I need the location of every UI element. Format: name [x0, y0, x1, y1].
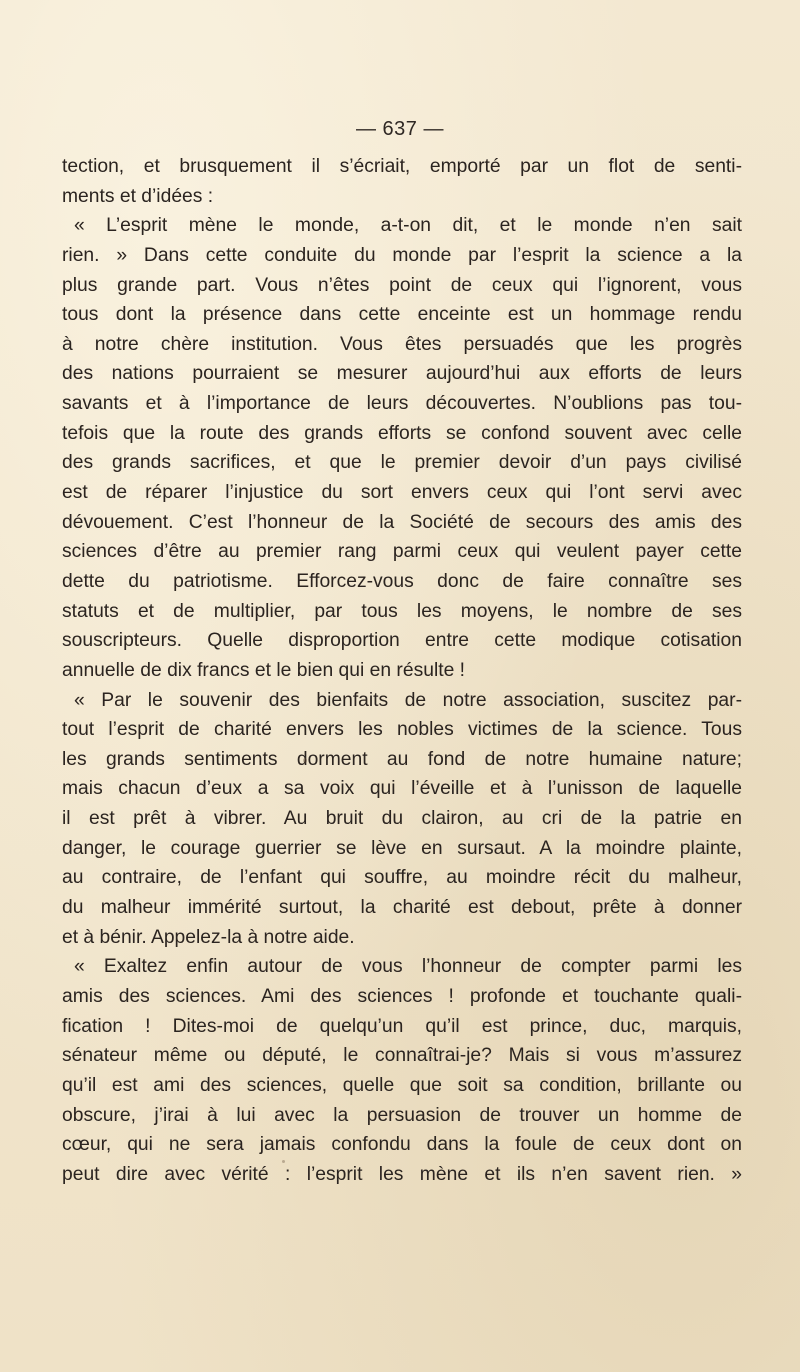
text-line: ments et d’idées : [62, 185, 214, 207]
text-line: « Par le souvenir des bienfaits de notre association, suscitez par- [74, 689, 742, 711]
text-line: dette du patriotisme. Efforcez-vous donc de faire connaître ses [62, 570, 742, 592]
text-line: statuts et de multiplier, par tous les moyens, le nombre de ses [62, 600, 742, 622]
text-line: des nations pourraient se mesurer aujourd’hui aux efforts de leurs [62, 363, 742, 385]
text-line: dévouement. C’est l’honneur de la Société de secours des amis des [62, 511, 742, 533]
text-line: qu’il est ami des sciences, quelle que soit sa condition, brillante ou [62, 1074, 742, 1096]
text-line: savants et à l’importance de leurs découvertes. N’oublions pas tou- [62, 393, 742, 415]
text-line: « L’esprit mène le monde, a-t-on dit, et le monde n’en sait [74, 215, 742, 237]
paper-speck [303, 758, 307, 763]
text-line: obscure, j’irai à lui avec la persuasion de trouver un homme de [62, 1104, 742, 1126]
text-line: peut dire avec vérité : l’esprit les mène et ils n’en savent rien. » [62, 1163, 742, 1185]
text-line: à notre chère institution. Vous êtes persuadés que les progrès [62, 333, 742, 355]
text-line: tout l’esprit de charité envers les nobles victimes de la science. Tous [62, 719, 742, 741]
text-line: cœur, qui ne sera jamais confondu dans la foule de ceux dont on [62, 1134, 742, 1156]
text-line: sénateur même ou député, le connaîtrai-je? Mais si vous m’assurez [62, 1045, 742, 1067]
text-line: et à bénir. Appelez-la à notre aide. [62, 926, 355, 948]
text-line: mais chacun d’eux a sa voix qui l’éveille et à l’unisson de laquelle [62, 778, 742, 800]
text-line: tous dont la présence dans cette enceinte est un hommage rendu [62, 304, 742, 326]
text-line: au contraire, de l’enfant qui souffre, au moindre récit du malheur, [62, 867, 742, 889]
text-line: sciences d’être au premier rang parmi ceux qui veulent payer cette [62, 541, 742, 563]
text-line: plus grande part. Vous n’êtes point de ceux qui l’ignorent, vous [62, 274, 742, 296]
text-line: les grands sentiments dorment au fond de notre humaine nature; [62, 748, 742, 770]
text-line: des grands sacrifices, et que le premier devoir d’un pays civilisé [62, 452, 742, 474]
text-line: danger, le courage guerrier se lève en sursaut. A la moindre plainte, [62, 837, 742, 859]
text-line: du malheur immérité surtout, la charité est debout, prête à donner [62, 897, 742, 919]
text-line: rien. » Dans cette conduite du monde par l’esprit la science a la [62, 244, 742, 266]
text-line: il est prêt à vibrer. Au bruit du clairon, au cri de la patrie en [62, 808, 742, 830]
text-line: fication ! Dites-moi de quelqu’un qu’il est prince, duc, marquis, [62, 1015, 742, 1037]
text-line: « Exaltez enfin autour de vous l’honneur de compter parmi les [74, 956, 742, 978]
text-line: souscripteurs. Quelle disproportion entre cette modique cotisation [62, 630, 742, 652]
text-line: tection, et brusquement il s’écriait, emporté par un flot de senti- [62, 156, 742, 177]
text-line: amis des sciences. Ami des sciences ! profonde et touchante quali- [62, 985, 742, 1007]
text-line: est de réparer l’injustice du sort envers ceux qui l’ont servi avec [62, 482, 742, 504]
paper-speck [282, 1160, 285, 1163]
page-number: — 637 — [356, 118, 444, 140]
text-line: annuelle de dix francs et le bien qui en résulte ! [62, 659, 466, 681]
body-text [62, 152, 742, 1189]
text-line: tefois que la route des grands efforts se confond souvent avec celle [62, 422, 742, 444]
